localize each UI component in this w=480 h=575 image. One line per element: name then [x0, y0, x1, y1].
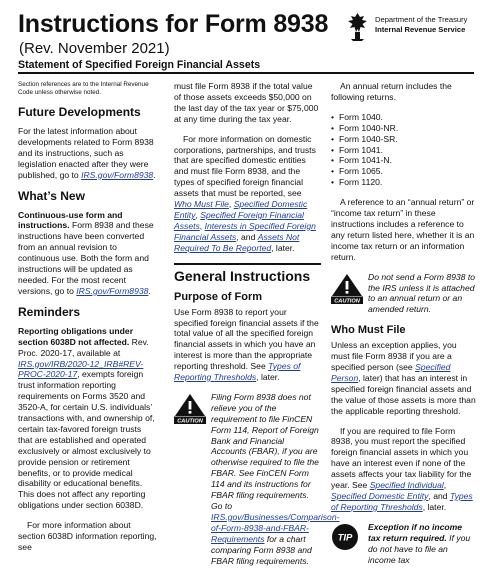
- general-instructions-heading: General Instructions: [174, 263, 321, 284]
- agency-block: [345, 10, 477, 44]
- list-item: • Form 1120.: [331, 177, 476, 188]
- future-developments-heading: Future Developments: [18, 105, 141, 119]
- whats-new-text: Continuous-use form and instructions. Form 8938 and these instructions have been converted from an annual revision to continuous use. Both the form and instructions will be updated as needed. For the most recent versions, go to IRS.gov/Form8938.: [18, 209, 154, 296]
- whats-new-heading: What’s New: [18, 188, 85, 203]
- agency-irs: Internal Revenue Service: [375, 25, 466, 34]
- reminders-text: Reporting obligations under section 6038D not affected. Rev. Proc. 2020-17, available at IRS.gov/IRB/2020-12_IRB#REV-PROC-2020-17, exempts foreign trust information reporting requirements on Forms 3520 and 3520-A, for certain U.S. individuals’ transactions with, and ownership of, certain tax-favored foreign trusts that are established and operated exclusively or almost exclusively to provide pension or retirement benefits, or to provide medical disability or educational benefits. This does not affect any reporting obligations under section 6038D.: [18, 325, 155, 511]
- required-to-file-text: If you are required to file Form 8938, you must report the specified foreign financial assets in which you have an interest even if none of the assets affects your tax liability for the year. See Specified Individual, Specified Domestic Entity, and Types of Reporting Thresholds, later.: [331, 425, 473, 512]
- fbar-caution-note: CAUTION Filing Form 8938 does not relieve you of the requirement to file FinCEN Form 114, Report of Foreign Bank and Financial Accounts (FBAR), if you are otherwise required to file the FBAR. See FinCEN Form 114 and its instructions for FBAR filing requirements. Go to IRS.gov/Businesses/Comparison-of-Form-8938-and-FBAR-Requirements for a chart comparing Form 8938 and FBAR filing requirements.: [174, 392, 321, 567]
- annual-return-list: [331, 112, 476, 188]
- fbar-comparison-link[interactable]: IRS.gov/Businesses/Comparison-of-Form-8938-and-FBAR-Requirements: [211, 511, 340, 544]
- specified-domestic-entity-link[interactable]: Specified Domestic Entity: [174, 199, 308, 220]
- interests-in-assets-link[interactable]: Interests in Specified Foreign Financial Assets: [174, 220, 316, 242]
- who-must-file-heading: Who Must File: [331, 324, 406, 337]
- rev-proc-link[interactable]: IRS.gov/IRB/2020-12_IRB#REV-PROC-2020-17: [18, 358, 144, 380]
- reminders-heading: Reminders: [18, 304, 81, 319]
- svg-text:CAUTION: CAUTION: [334, 298, 360, 305]
- domestic-entity-text: For more information on domestic corporations, partnerships, and trusts that are specified domestic entities and must file Form 8938, and the types of specified foreign financial assets that must be reported, see Who Must File, Specified Domestic Entity, Specified Foreign Financial Assets, Interests in Specified Foreign Financial Assets, and Assets Not Required To Be Reported, later.: [174, 133, 316, 253]
- specified-foreign-assets-link[interactable]: Specified Foreign Financial Assets: [174, 209, 304, 231]
- income-tax-tip-note: TIP Exception if no income tax return required. If you do not have to file an income tax: [331, 522, 476, 566]
- specified-domestic-entity-link-2[interactable]: Specified Domestic Entity: [331, 491, 429, 501]
- assets-not-required-link[interactable]: Assets Not Required To Be Reported: [174, 231, 300, 253]
- future-developments-text: For the latest information about developments related to Form 8938 and its instructions, such as legislation enacted after they were published, go to IRS.gov/Form8938.: [18, 126, 156, 180]
- specified-individual-link[interactable]: Specified Individual: [369, 480, 444, 491]
- tip-icon: [331, 523, 359, 551]
- treasury-eagle-logo: [345, 11, 370, 42]
- purpose-of-form-heading: Purpose of Form: [174, 290, 263, 303]
- annual-return-reference-text: A reference to an “annual return” or “income tax return” in these instructions includes a reference to any return listed here, whether it is an income tax return or an information return.: [331, 197, 475, 262]
- svg-text:TIP: TIP: [337, 532, 353, 544]
- list-item: • Form 1041.: [331, 145, 476, 156]
- list-item: • Form 1040-NR.: [331, 123, 476, 134]
- list-item: • Form 1065.: [331, 166, 476, 177]
- list-item: • Form 1040.: [331, 112, 476, 123]
- exception-label: Exception if no income tax return required.: [368, 521, 463, 543]
- column-1: [18, 81, 157, 562]
- continuous-use-label: Continuous-use form and instructions.: [18, 209, 123, 231]
- types-of-thresholds-link[interactable]: Types of Reporting Thresholds: [174, 361, 301, 383]
- types-of-thresholds-link-2[interactable]: Types of Reporting Thresholds: [331, 491, 473, 512]
- caution-icon: [331, 273, 363, 304]
- revision-date: (Rev. November 2021): [19, 40, 170, 57]
- list-item: • Form 1040-SR.: [331, 134, 476, 145]
- annual-return-intro: An annual return includes the following returns.: [331, 81, 452, 102]
- column-2: [174, 81, 340, 575]
- page-title: Instructions for Form 8938: [18, 10, 329, 38]
- form8938-link[interactable]: IRS.gov/Form8938: [81, 169, 154, 180]
- who-must-file-link[interactable]: Who Must File: [174, 199, 229, 210]
- form8938-link-2[interactable]: IRS.gov/Form8938: [76, 285, 149, 296]
- column-3: [331, 81, 476, 574]
- form-subtitle: Statement of Specified Foreign Financial Assets: [18, 59, 261, 71]
- specified-person-link[interactable]: Specified Person: [331, 362, 451, 383]
- section-references-note: Section references are to the Internal Revenue Code unless otherwise noted.: [18, 81, 149, 96]
- caution-icon: [174, 393, 206, 424]
- svg-text:CAUTION: CAUTION: [177, 418, 203, 425]
- who-must-file-text: Unless an exception applies, you must file Form 8938 if you are a specified person (see Specified Person, later) that has an interest in specified foreign financial assets and the value of those assets is more than the applicable reporting threshold.: [331, 340, 476, 416]
- section-6038d-text: For more information about section 6038D information reporting, see: [18, 520, 157, 552]
- threshold-text: must file Form 8938 if the total value of those assets exceeds $50,000 on the last day of the tax year or $75,000 at any time during the tax year.: [174, 81, 319, 124]
- purpose-text: Use Form 8938 to report your specified foreign financial assets if the total value of all the specified foreign financial assets in which you have an interest is more than the appropriate reporting threshold. See Types of Reporting Thresholds, later.: [174, 306, 319, 383]
- agency-department: Department of the Treasury: [375, 15, 468, 24]
- header-rule: [18, 72, 474, 74]
- send-form-caution-note: CAUTION Do not send a Form 8938 to the IRS unless it is attached to an annual return or an amended return.: [331, 272, 476, 316]
- reporting-obligations-label: Reporting obligations under section 6038D not affected.: [18, 325, 134, 347]
- list-item: • Form 1041-N.: [331, 155, 476, 166]
